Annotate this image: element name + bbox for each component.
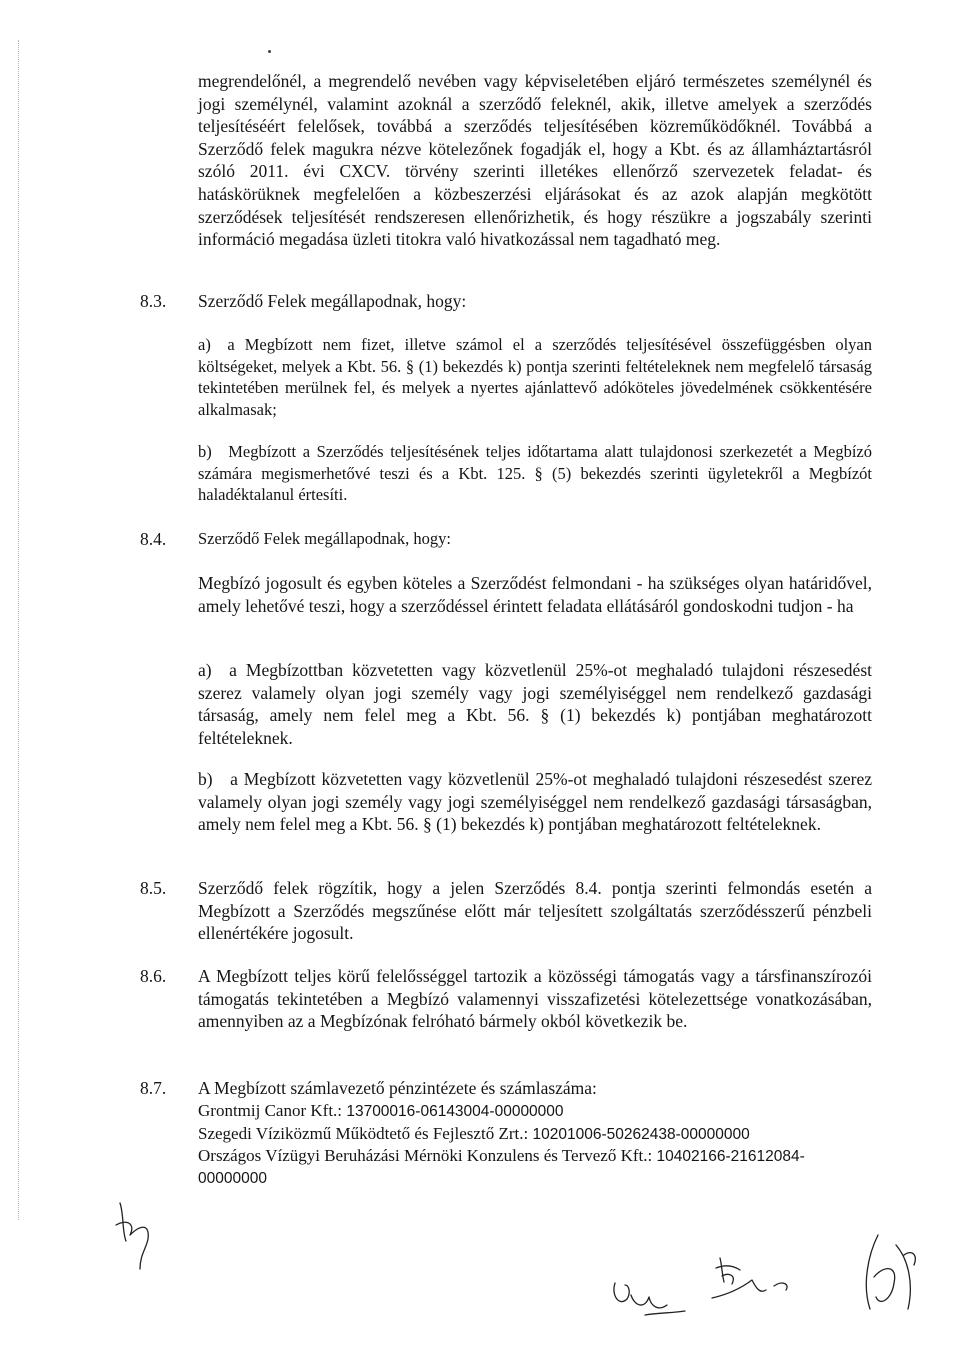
section-8-3-point-a: a) a Megbízott nem fizet, illetve számol el a szerződés teljesítésével összefüggésben olyan költségeket, melyek a Kbt. 56. § (1) bekezdés k) pontja szerinti feltételeknek nem megfelelő társaság tekintetében merülnek fel, és melyek a nyertes ajánlattevő adóköteles jövedelmének csökkentésére alkalmasak;: [198, 335, 872, 419]
section-8-3-heading: Szerződő Felek megállapodnak, hogy:: [198, 291, 467, 311]
section-8-4-point-b: b) a Megbízott közvetetten vagy közvetlenül 25%-ot meghaladó tulajdoni részesedést szerez valamely olyan jogi személy vagy jogi személyiséggel nem rendelkező gazdasági társaságban, amely nem felel meg a Kbt. 56. § (1) bekezdés k) pontjában meghatározott feltételeknek.: [198, 769, 872, 835]
section-8-6-text: A Megbízott teljes körű felelősséggel tartozik a közösségi támogatás vagy a társfinanszírozói támogatás tekintetében a Megbízó valamennyi visszafizetési kötelezettsége vonatkozásában, amennyiben az a Megbízónak felróható bármely okból következik be.: [198, 966, 872, 1032]
handwritten-signature-1: [605, 1255, 695, 1325]
intro-paragraph: megrendelőnél, a megrendelő nevében vagy képviseletében eljáró természetes személynél és jogi személynél, valamint azoknál a szerződő feleknél, akik, illetve amelyek a szerződés teljesítéséért felelősek, továbbá a szerződés teljesítésében közreműködőknél. Továbbá a Szerződő felek magukra nézve kötelezőnek fogadják el, hogy a Kbt. és az államháztartásról szóló 2011. évi CXCV. törvény szerinti illetékes ellenőrző szervezetek feladat- és hatáskörüknek megfelelően a közbeszerzési eljárásokat és az azok alapján megkötött szerződések teljesítését rendszeresen ellenőrizhetik, és hogy részükre a jogszabály szerinti információ megadása üzleti titokra való hivatkozással nem tagadható meg.: [198, 71, 872, 250]
bank-account-list: [198, 1100, 898, 1189]
section-8-5-text: Szerződő felek rögzítik, hogy a jelen Szerződés 8.4. pontja szerinti felmondás esetén a Megbízott a Szerződés megszűnése előtt már teljesített szolgáltatás szerződésszerű pénzbeli ellenértékére jogosult.: [198, 878, 872, 944]
handwritten-signature-3: [848, 1225, 928, 1325]
section-number-8-7: 8.7.: [140, 1078, 167, 1098]
section-number-8-6: 8.6.: [140, 966, 167, 986]
section-8-7-heading: A Megbízott számlavezető pénzintézete és számlaszáma:: [198, 1078, 597, 1098]
handwritten-initials-left: [110, 1195, 170, 1275]
section-number-8-3: 8.3.: [140, 291, 167, 311]
section-number-8-5: 8.5.: [140, 878, 167, 898]
bank-account-row: Szegedi Víziközmű Működtető és Fejlesztő Zrt.: 10201006-50262438-00000000: [198, 1123, 750, 1143]
handwritten-signature-2: [700, 1240, 810, 1310]
section-8-4-heading: Szerződő Felek megállapodnak, hogy:: [198, 529, 451, 548]
section-8-4-point-a: a) a Megbízottban közvetetten vagy közvetlenül 25%-ot meghaladó tulajdoni részesedést szerez valamely olyan jogi személy vagy jogi személyiséggel nem rendelkező gazdasági társaság, amely nem felel meg a Kbt. 56. § (1) bekezdés k) pontjában meghatározott feltételeknek.: [198, 660, 872, 748]
bank-account-row: Országos Vízügyi Beruházási Mérnöki Konzulens és Tervező Kft.: 10402166-21612084-: [198, 1146, 805, 1165]
scan-edge-artifact: [18, 40, 20, 1220]
scan-speck: [268, 50, 271, 53]
section-8-4-intro: Megbízó jogosult és egyben köteles a Szerződést felmondani - ha szükséges olyan határidővel, amely lehetővé teszi, hogy a szerződéssel érintett feladata ellátásáról gondoskodni tudjon - ha: [198, 573, 872, 616]
section-8-3-point-b: b) Megbízott a Szerződés teljesítésének teljes időtartama alatt tulajdonosi szerkezetét a Megbízó számára megismerhetővé teszi és a Kbt. 125. § (5) bekezdés szerinti ügyletekről a Megbízót haladéktalanul értesíti.: [198, 442, 872, 504]
section-number-8-4: 8.4.: [140, 529, 167, 549]
bank-account-number-wrap: 00000000: [198, 1169, 267, 1187]
bank-account-row: Grontmij Canor Kft.: 13700016-06143004-00000000: [198, 1101, 564, 1120]
